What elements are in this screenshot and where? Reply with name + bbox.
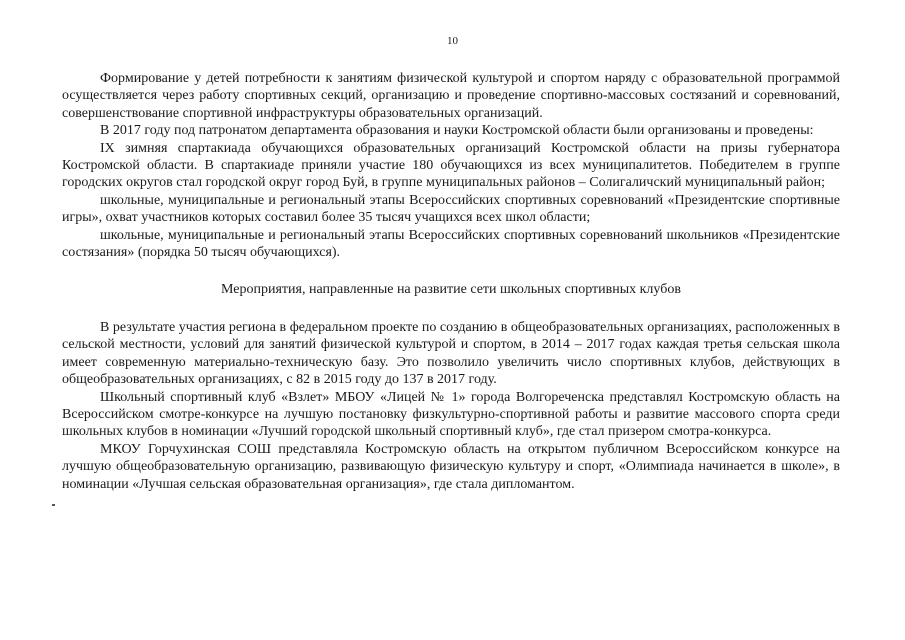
document-body [62,70,840,493]
margin-mark [52,504,55,506]
paragraph-presidential-contests: школьные, муниципальные и региональный этапы Всероссийских спортивных соревнований школьников «Президентские состязания» (порядка 50 тысяч обучающихся). [62,227,840,261]
paragraph-events-2017: В 2017 году под патронатом департамента образования и науки Костромской области были организованы и проведены: [100,123,814,139]
paragraph-physical-culture: Формирование у детей потребности к занятиям физической культурой и спортом наряду с образовательной программой осуществляется через работу спортивных секций, организацию и проведение спортивно-массовых состязаний и соревнований, совершенствование спортивной инфраструктуры образовательных организаций. [62,71,840,121]
page-number: 10 [447,35,458,47]
paragraph-federal-project: В результате участия региона в федеральном проекте по созданию в общеобразовательных организациях, расположенных в сельской местности, условий для занятий физической культурой и спортом, в 2014 – 2017 годах каждая третья сельская школа имеет современную материально-техническую базу. Это позволило увеличить число спортивных клубов, действующих в общеобразовательных организациях, с 82 в 2015 году до 137 в 2017 году. [62,319,840,388]
paragraph-gorchukha-school: МКОУ Горчухинская СОШ представляла Костромскую область на открытом публичном Всероссийском конкурсе на лучшую общеобразовательную организацию, развивающую физическую культуру и спорт, «Олимпиада начинается в школе», в номинации «Лучшая сельская образовательная организация», где стала дипломантом. [62,441,840,492]
paragraph-presidential-games: школьные, муниципальные и региональный этапы Всероссийских спортивных соревнований «Президентские спортивные игры», охват участников которых составил более 35 тысяч учащихся всех школ области; [62,192,840,226]
paragraph-winter-spartakiad: IX зимняя спартакиада обучающихся образовательных организаций Костромской области на призы губернатора Костромской области. В спартакиаде приняли участие 180 обучающихся из всех муниципалитетов. Победителем в группе городских округов стал городской округ город Буй, в группе муниципальных районов – Солигаличский муниципальный район; [62,140,840,191]
paragraph-vzlet-club: Школьный спортивный клуб «Взлет» МБОУ «Лицей № 1» города Волгореченска представлял Костромскую область на Всероссийском смотре-конкурсе на лучшую постановку физкультурно-спортивной работы и развитие массового спорта среди школьных клубов в номинации «Лучший городской школьный спортивный клуб», где стал призером смотра-конкурса. [62,389,840,440]
section-heading: Мероприятия, направленные на развитие сети школьных спортивных клубов [221,282,681,298]
